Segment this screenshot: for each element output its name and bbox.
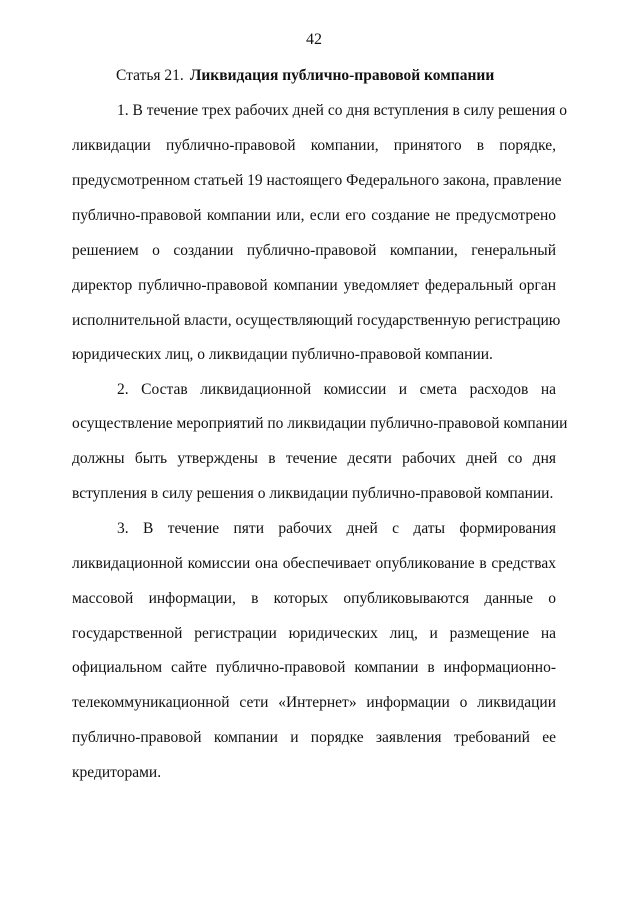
paragraph-line: должны быть утверждены в течение десяти рабочих дней со дня	[72, 450, 556, 467]
paragraph-line: телекоммуникационной сети «Интернет» информации о ликвидации	[72, 694, 556, 711]
paragraph-line: кредиторами.	[72, 764, 162, 781]
paragraph-line: массовой информации, в которых опубликовываются данные о	[72, 590, 556, 607]
paragraph-line: вступления в силу решения о ликвидации публично-правовой компании.	[72, 485, 554, 502]
paragraph-line: 3. В течение пяти рабочих дней с даты формирования	[117, 520, 556, 537]
paragraph-line: публично-правовой компании и порядке заявления требований ее	[72, 729, 556, 746]
paragraph-line: ликвидации публично-правовой компании, принятого в порядке,	[72, 137, 556, 154]
paragraph-line: государственной регистрации юридических лиц, и размещение на	[72, 625, 556, 642]
page-number: 42	[306, 31, 322, 48]
paragraph-line: 2. Состав ликвидационной комиссии и смета расходов на	[117, 381, 556, 398]
paragraph-line: официальном сайте публично-правовой компании в информационно-	[72, 659, 556, 676]
paragraph-line: публично-правовой компании или, если его создание не предусмотрено	[72, 207, 556, 224]
paragraph-line: юридических лиц, о ликвидации публично-правовой компании.	[72, 346, 493, 363]
article-heading	[116, 66, 586, 86]
article-number: Статья 21.	[116, 67, 184, 84]
paragraph-line: осуществление мероприятий по ликвидации публично-правовой компании	[72, 415, 568, 432]
paragraph-line: 1. В течение трех рабочих дней со дня вступления в силу решения о	[117, 102, 567, 119]
article-title: Ликвидация публично-правовой компании	[189, 67, 495, 84]
paragraph-line: решением о создании публично-правовой компании, генеральный	[72, 242, 556, 259]
paragraph-line: ликвидационной комиссии она обеспечивает опубликование в средствах	[72, 555, 556, 572]
paragraph-line: директор публично-правовой компании уведомляет федеральный орган	[72, 277, 556, 294]
paragraph-line: исполнительной власти, осуществляющий государственную регистрацию	[72, 312, 561, 329]
paragraph-line: предусмотренном статьей 19 настоящего Федерального закона, правление	[72, 172, 562, 189]
